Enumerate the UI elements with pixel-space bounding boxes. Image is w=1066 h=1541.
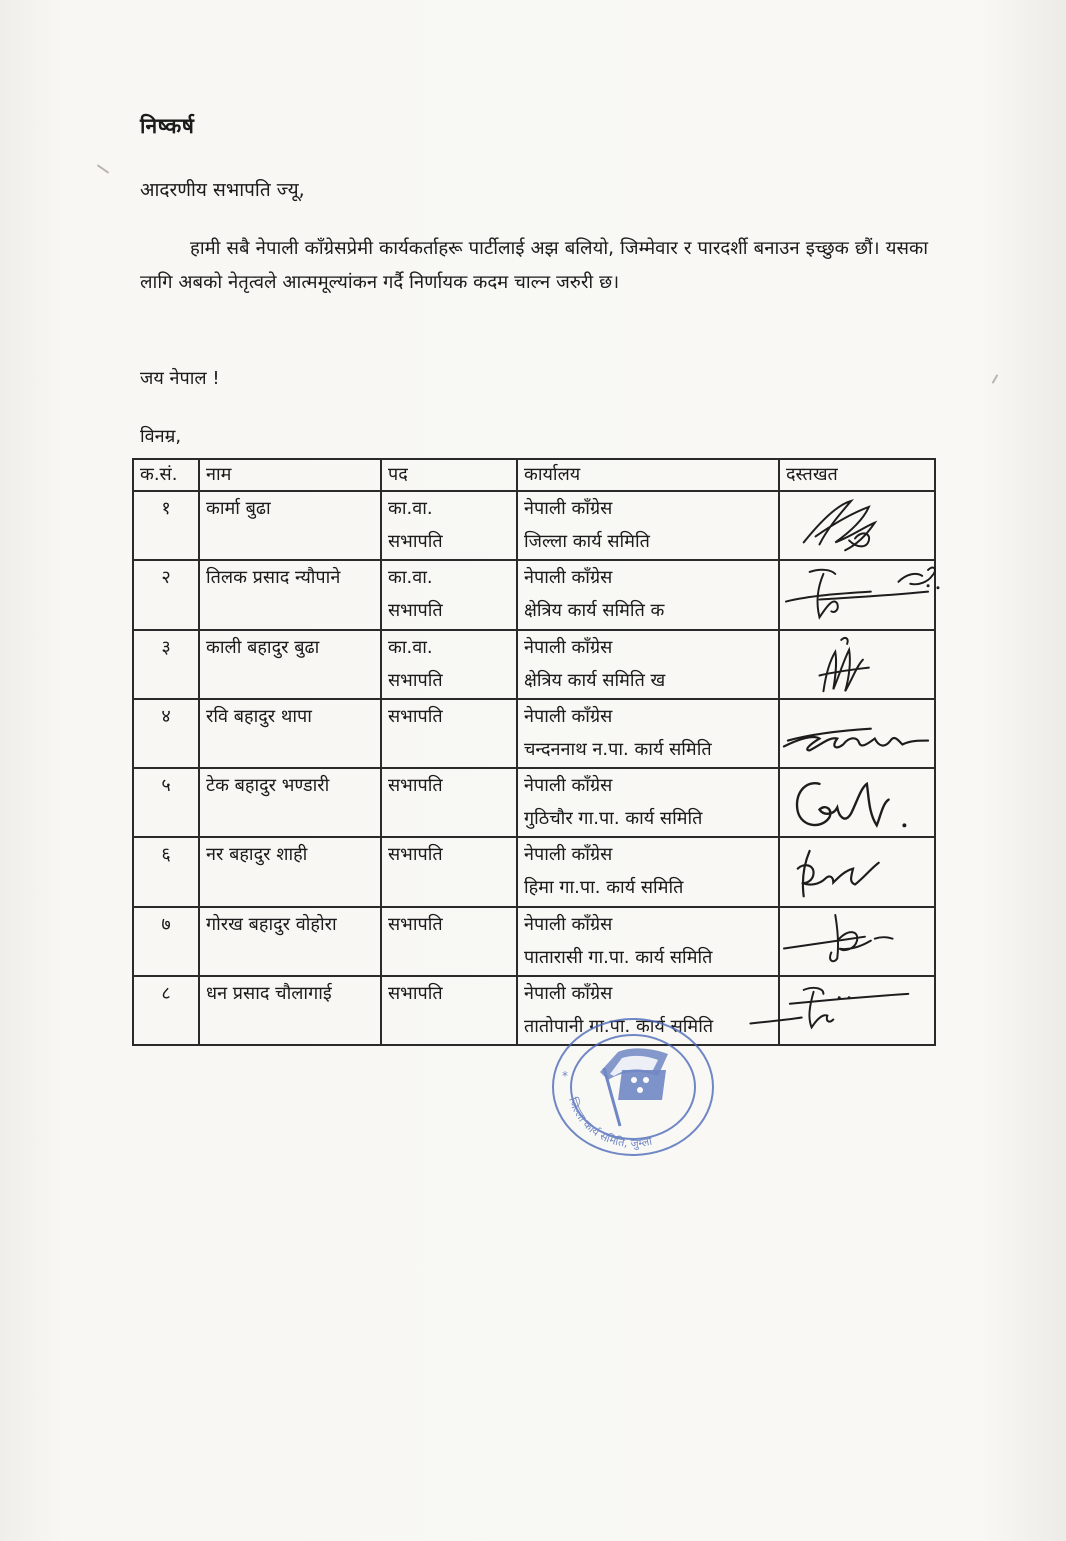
paper-mark (992, 374, 999, 384)
office-line: हिमा गा.पा. कार्य समिति (524, 877, 684, 899)
office-line: क्षेत्रिय कार्य समिति क (524, 600, 665, 622)
post-line: सभापति (388, 913, 443, 935)
table-row (133, 560, 935, 629)
office-cell (517, 768, 779, 837)
table-row (133, 630, 935, 699)
serial-cell: २ (133, 560, 199, 629)
post-cell (381, 907, 517, 976)
name-cell: टेक बहादुर भण्डारी (199, 768, 381, 837)
serial-cell: ७ (133, 907, 199, 976)
header-name: नाम (199, 459, 381, 491)
serial-cell: ६ (133, 837, 199, 906)
signature-cell (779, 491, 935, 560)
table-row (133, 837, 935, 906)
name-cell: धन प्रसाद चौलागाई (199, 976, 381, 1045)
office-line: पातारासी गा.पा. कार्य समिति (524, 946, 713, 968)
office-cell (517, 699, 779, 768)
office-cell (517, 630, 779, 699)
office-line: तातोपानी गा.पा. कार्य समिति (524, 1015, 714, 1037)
table-row (133, 907, 935, 976)
handwritten-signature (780, 492, 934, 559)
post-line: सभापति (388, 531, 443, 552)
signature-cell (779, 630, 935, 699)
post-cell (381, 560, 517, 629)
post-line: सभापति (388, 982, 443, 1004)
post-line: सभापति (388, 705, 443, 727)
post-line: का.वा. (388, 567, 433, 589)
post-cell (381, 837, 517, 906)
signature-cell (779, 768, 935, 837)
office-line: नेपाली काँग्रेस (524, 844, 613, 866)
office-line: नेपाली काँग्रेस (524, 567, 613, 589)
table-row (133, 976, 935, 1045)
signature-cell (779, 837, 935, 906)
office-line: नेपाली काँग्रेस (524, 913, 613, 935)
post-cell (381, 491, 517, 560)
office-cell (517, 560, 779, 629)
paper-mark (97, 164, 110, 174)
header-signature: दस्तखत (779, 459, 935, 491)
serial-cell: १ (133, 491, 199, 560)
post-cell (381, 699, 517, 768)
office-line: गुठिचौर गा.पा. कार्य समिति (524, 808, 703, 829)
document-heading: निष्कर्ष (140, 114, 195, 138)
signature-cell (779, 976, 935, 1045)
signature-cell (779, 560, 935, 629)
office-line: नेपाली काँग्रेस (524, 705, 613, 727)
header-office: कार्यालय (517, 459, 779, 491)
handwritten-signature (780, 769, 934, 836)
post-cell (381, 976, 517, 1045)
header-post: पद (381, 459, 517, 491)
name-cell: रवि बहादुर थापा (199, 699, 381, 768)
office-line: नेपाली काँग्रेस (524, 498, 613, 519)
serial-cell: ४ (133, 699, 199, 768)
office-cell (517, 491, 779, 560)
serial-cell: ८ (133, 976, 199, 1045)
name-cell: तिलक प्रसाद न्यौपाने (199, 560, 381, 629)
table-row (133, 699, 935, 768)
serial-cell: ३ (133, 630, 199, 699)
post-line: सभापति (388, 669, 443, 691)
body-paragraph: हामी सबै नेपाली काँग्रेसप्रेमी कार्यकर्ताहरू पार्टीलाई अझ बलियो, जिम्मेवार र पारदर्शी बनाउन इच्छुक छौं। यसका लागि अबको नेतृत्वले आत्ममूल्यांकन गर्दै निर्णायक कदम चाल्न जरुरी छ। (140, 238, 928, 293)
post-line: का.वा. (388, 636, 433, 658)
closing-line: जय नेपाल ! (140, 368, 220, 389)
office-line: नेपाली काँग्रेस (524, 775, 613, 796)
post-line: सभापति (388, 775, 443, 796)
party-flag-icon (600, 1048, 668, 1126)
stamp-star: * (562, 1069, 568, 1083)
office-line: चन्दननाथ न.पा. कार्य समिति (524, 738, 712, 760)
name-cell: कार्मा बुढा (199, 491, 381, 560)
office-line: नेपाली काँग्रेस (524, 636, 613, 658)
office-cell (517, 837, 779, 906)
handwritten-signature (780, 631, 934, 698)
serial-cell: ५ (133, 768, 199, 837)
handwritten-signature (780, 700, 934, 767)
name-cell: काली बहादुर बुढा (199, 630, 381, 699)
signature-cell (779, 907, 935, 976)
salutation: आदरणीय सभापति ज्यू, (140, 179, 305, 201)
post-cell (381, 768, 517, 837)
handwritten-signature (780, 838, 934, 905)
signature-table (132, 458, 936, 1046)
post-line: का.वा. (388, 498, 433, 519)
office-line: नेपाली काँग्रेस (524, 982, 613, 1004)
table-header-row (133, 459, 935, 491)
office-stamp (548, 1014, 718, 1160)
handwritten-signature (780, 561, 934, 628)
stamp-seal (548, 1014, 718, 1160)
table-row (133, 768, 935, 837)
post-line: सभापति (388, 600, 443, 622)
name-cell: नर बहादुर शाही (199, 837, 381, 906)
stamp-text: जिल्ला कार्य समिति, जुम्ला (566, 1095, 654, 1151)
handwritten-signature (780, 977, 934, 1044)
table-row (133, 491, 935, 560)
office-cell (517, 907, 779, 976)
post-cell (381, 630, 517, 699)
signature-cell (779, 699, 935, 768)
name-cell: गोरख बहादुर वोहोरा (199, 907, 381, 976)
office-line: क्षेत्रिय कार्य समिति ख (524, 669, 666, 691)
post-line: सभापति (388, 844, 443, 866)
handwritten-signature (780, 908, 934, 975)
regards-line: विनम्र, (140, 426, 182, 447)
office-line: जिल्ला कार्य समिति (524, 531, 650, 552)
header-serial: क.सं. (133, 459, 199, 491)
